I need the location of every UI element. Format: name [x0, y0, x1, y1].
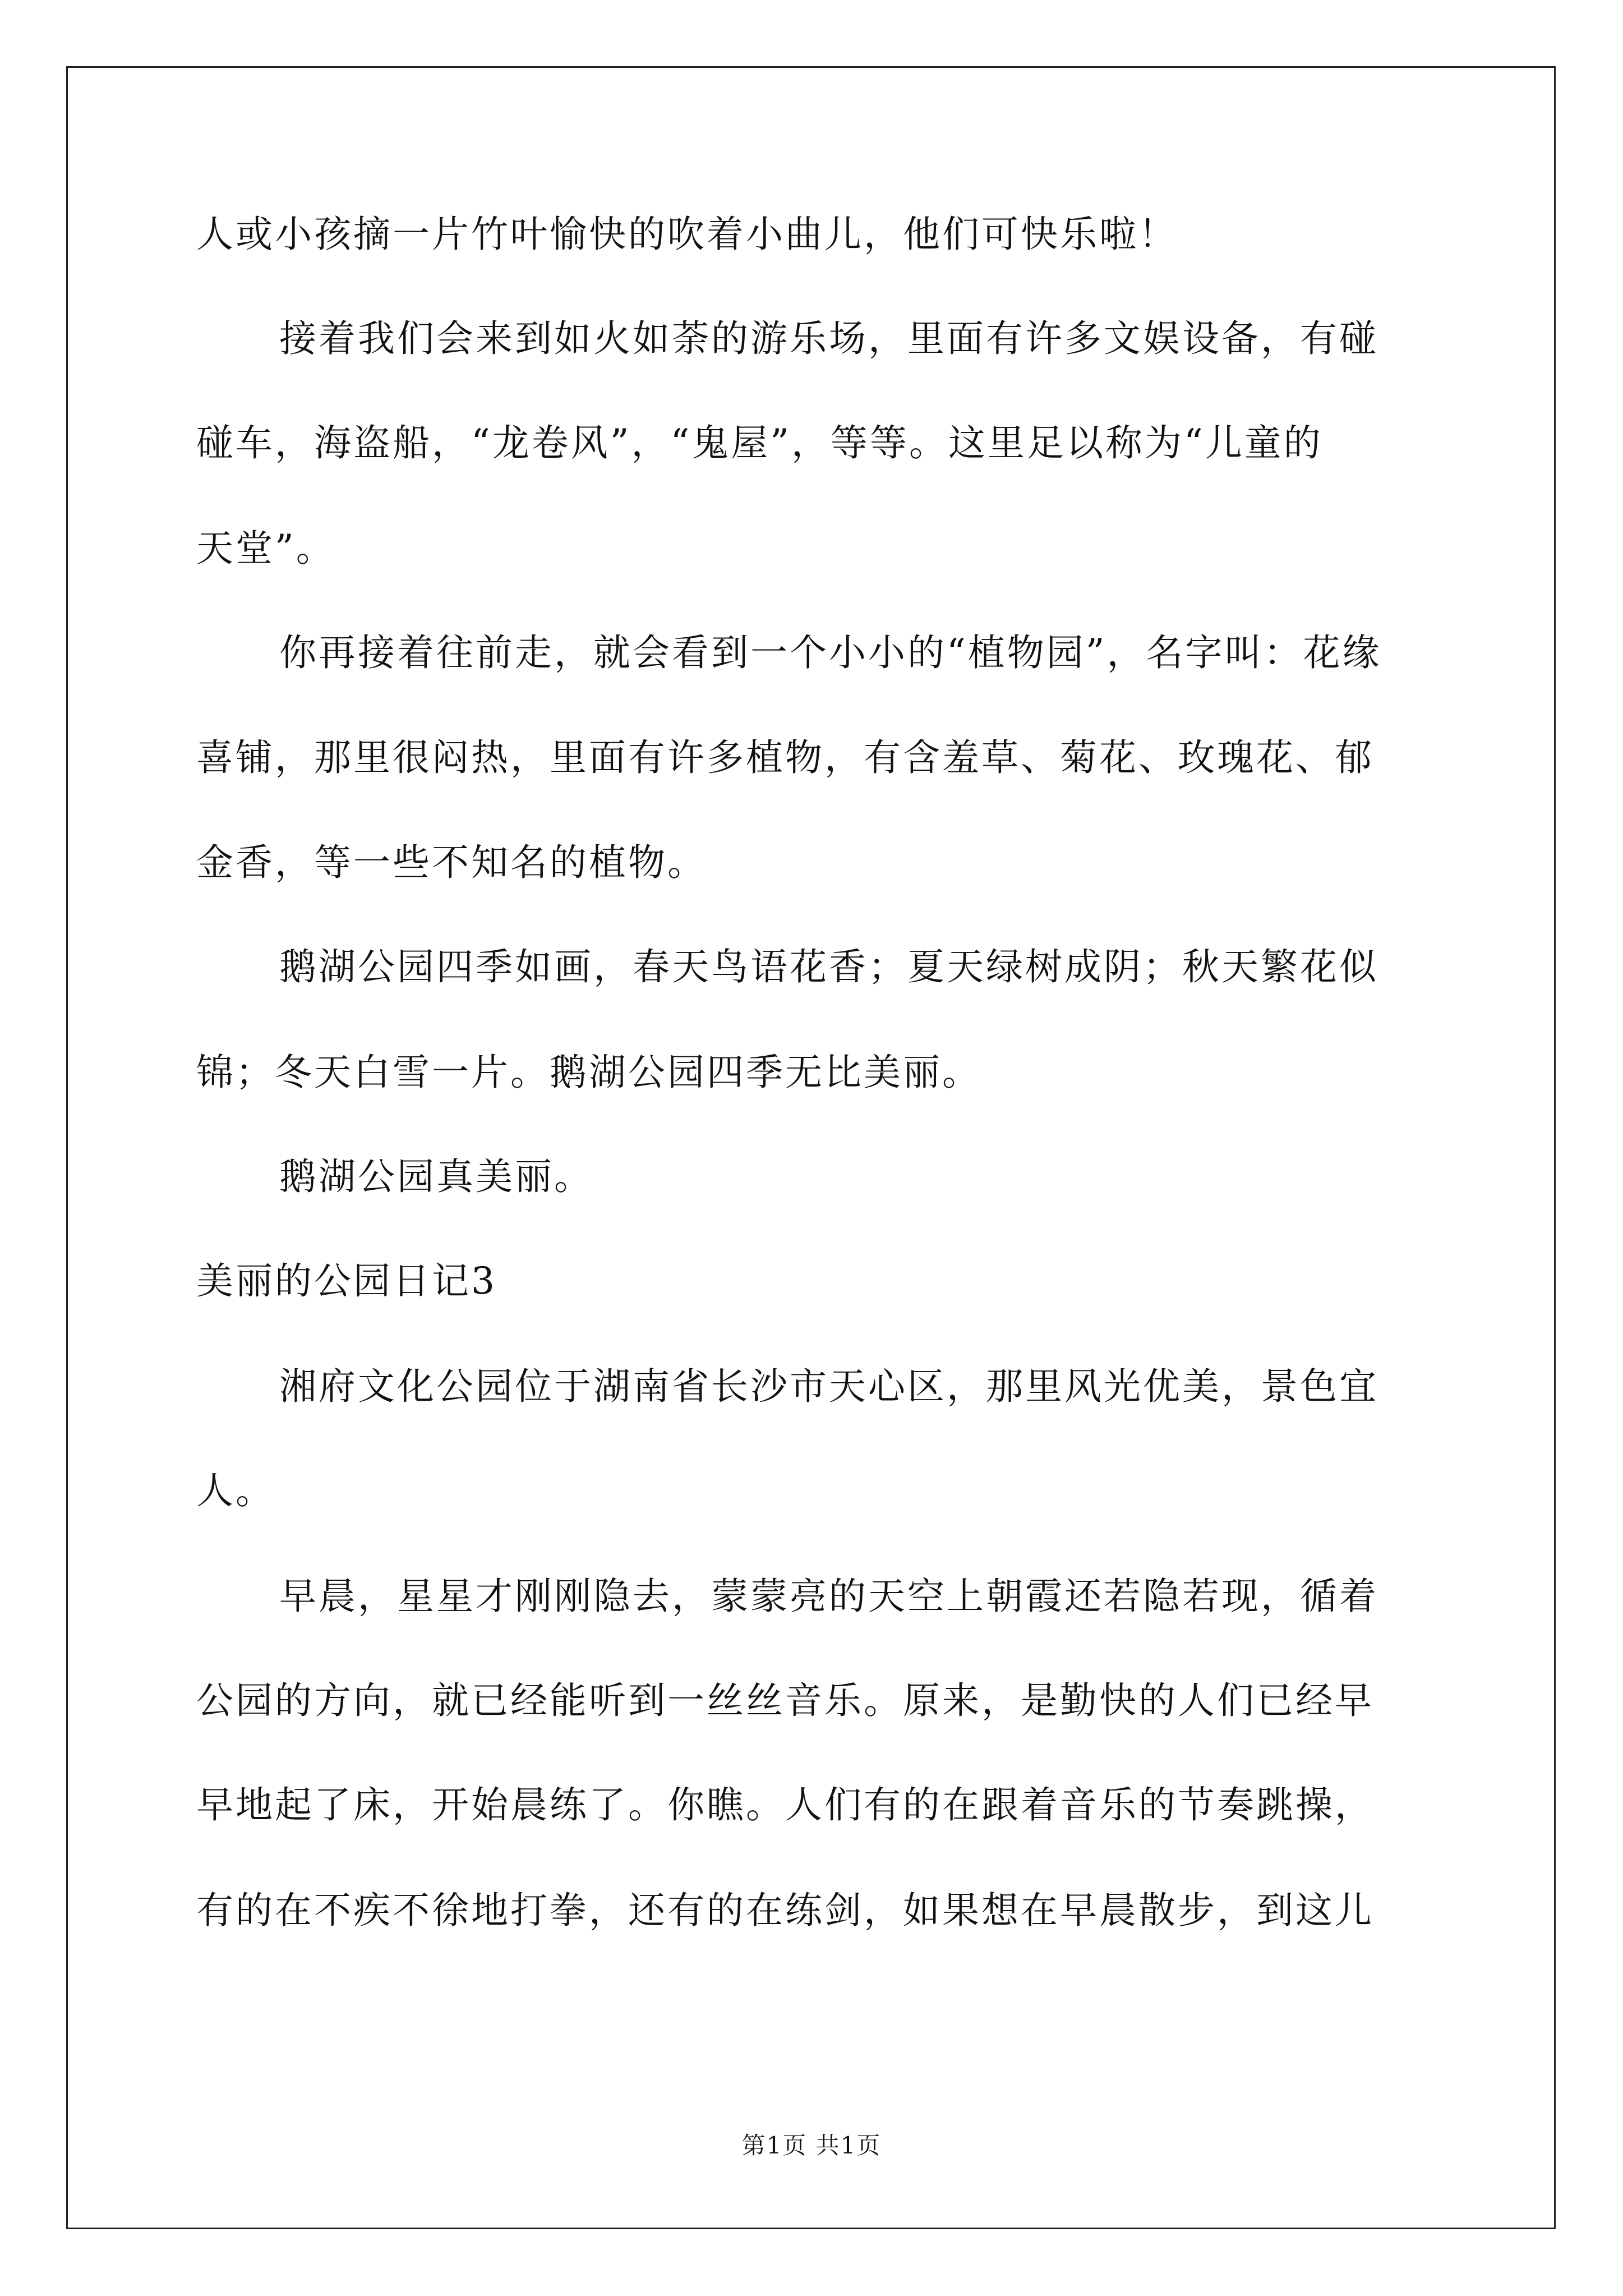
- text-line-12: 湘府文化公园位于湖南省长沙市天心区，那里风光优美，景色宜: [279, 1365, 1378, 1408]
- text-line-15: 公园的方向，就已经能听到一丝丝音乐。原来，是勤快的人们已经早: [196, 1679, 1374, 1722]
- page-footer: 第1页 共1页: [741, 2132, 882, 2159]
- text-line-8: 鹅湖公园四季如画，春天鸟语花香；夏天绿树成阴；秋天繁花似: [279, 945, 1378, 988]
- text-line-16: 早地起了床，开始晨练了。你瞧。人们有的在跟着音乐的节奏跳操，: [196, 1783, 1374, 1826]
- text-line-13: 人。: [196, 1469, 275, 1512]
- text-line-4: 天堂”。: [196, 527, 335, 570]
- text-line-7: 金香，等一些不知名的植物。: [196, 841, 707, 884]
- text-line-2: 接着我们会来到如火如荼的游乐场，里面有许多文娱设备，有碰: [279, 317, 1378, 360]
- text-line-9: 锦；冬天白雪一片。鹅湖公园四季无比美丽。: [196, 1051, 981, 1094]
- text-line-6: 喜铺，那里很闷热，里面有许多植物，有含羞草、菊花、玫瑰花、郁: [196, 736, 1374, 779]
- text-line-3: 碰车，海盗船，“龙卷风”，“鬼屋”，等等。这里足以称为“儿童的: [196, 421, 1323, 464]
- text-line-17: 有的在不疾不徐地打拳，还有的在练剑，如果想在早晨散步，到这儿: [196, 1889, 1374, 1932]
- text-line-14: 早晨，星星才刚刚隐去，蒙蒙亮的天空上朝霞还若隐若现，循着: [279, 1575, 1378, 1618]
- text-line-1: 人或小孩摘一片竹叶愉快的吹着小曲儿，他们可快乐啦！: [196, 213, 1178, 256]
- section-heading: 美丽的公园日记3: [196, 1259, 497, 1303]
- text-line-10: 鹅湖公园真美丽。: [279, 1155, 593, 1198]
- text-line-5: 你再接着往前走，就会看到一个小小的“植物园”，名字叫：花缘: [279, 631, 1382, 674]
